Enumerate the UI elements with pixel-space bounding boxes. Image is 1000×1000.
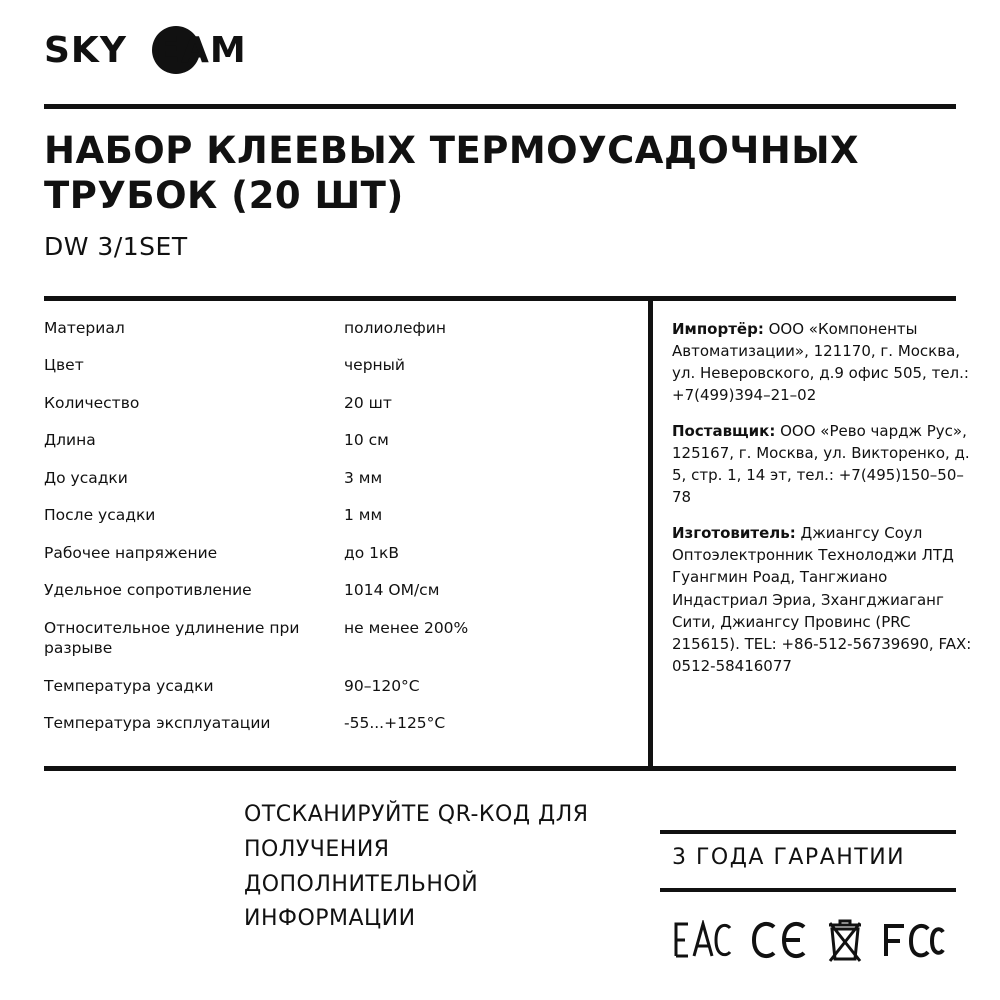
table-row — [44, 393, 624, 413]
ce-mark-icon — [748, 920, 810, 964]
spec-value: 1 мм — [344, 506, 383, 525]
spec-value: полиолефин — [344, 319, 446, 337]
spec-value: -55...+125°С — [344, 713, 446, 732]
spec-table — [44, 318, 624, 750]
table-row — [44, 676, 624, 696]
brand-wordmark — [44, 30, 247, 71]
spec-name: Длина — [44, 431, 96, 450]
table-row — [44, 713, 624, 733]
spec-name: Количество — [44, 393, 140, 412]
spec-name: Температура эксплуатации — [44, 713, 271, 732]
page-title: НАБОР КЛЕЕВЫХ ТЕРМОУСАДОЧНЫХ ТРУБОК (20 ШТ) — [44, 129, 860, 218]
spec-value: 3 мм — [344, 468, 383, 487]
spec-value: 10 см — [344, 431, 389, 450]
weee-crossed-bin-icon — [824, 917, 866, 967]
eac-mark-icon — [672, 920, 734, 964]
spec-value: 20 шт — [344, 393, 392, 412]
product-code: DW 3/1SET — [44, 232, 188, 262]
supplier-block — [672, 420, 972, 508]
table-row — [44, 543, 624, 563]
fcc-mark-icon — [880, 920, 946, 964]
table-row — [44, 618, 624, 659]
qr-instruction-text: ОТСКАНИРУЙТЕ QR-КОД ДЛЯ ПОЛУЧЕНИЯ ДОПОЛНИТЕЛЬНОЙ ИНФОРМАЦИИ — [244, 802, 589, 932]
table-row — [44, 318, 624, 338]
supplier-label: Поставщик: — [672, 422, 776, 441]
table-row — [44, 580, 624, 600]
spec-value: 90–120°С — [344, 676, 420, 695]
spec-name: До усадки — [44, 468, 128, 487]
company-info — [672, 318, 972, 691]
manufacturer-text: Джиангсу Соул Оптоэлектронник Технолоджи ЛТД Гуангмин Роад, Тангжиано Индастриал Эриа, Зхангджиаганг Сити, Джиангсу Провинс (PRC 215615). TEL: +86-512-56739690, FAX: 0512-58416077 — [672, 524, 972, 675]
spec-value: не менее 200% — [344, 618, 469, 637]
spec-value: черный — [344, 356, 405, 375]
table-row — [44, 355, 624, 375]
brand-name-highlight: B — [126, 29, 156, 71]
divider-bottom — [44, 766, 956, 771]
divider-vertical — [648, 301, 653, 766]
table-row — [44, 505, 624, 525]
spec-name: Относительное удлинение при разрыве — [44, 618, 300, 658]
brand-name-part1: SKY — [44, 29, 127, 71]
manufacturer-label: Изготовитель: — [672, 524, 796, 543]
title-block — [44, 128, 924, 261]
brand-name-part2: EAM — [155, 29, 247, 71]
divider-warranty-top — [660, 830, 956, 834]
spec-name: После усадки — [44, 506, 156, 525]
spec-name: Удельное сопротивление — [44, 581, 252, 600]
spec-value: 1014 ОМ/см — [344, 581, 440, 600]
importer-text: ООО «Компоненты Автоматизации», 121170, г. Москва, ул. Неверовского, д.9 офис 505, тел.: +7(499)394–21–02 — [672, 320, 969, 405]
spec-name: Рабочее напряжение — [44, 543, 218, 562]
warranty-text: 3 ГОДА ГАРАНТИИ — [672, 845, 906, 870]
spec-name: Цвет — [44, 356, 84, 375]
importer-label: Импортёр: — [672, 320, 764, 338]
importer-block — [672, 318, 972, 406]
spec-name: Материал — [44, 319, 125, 337]
spec-name: Температура усадки — [44, 676, 214, 695]
certification-marks — [672, 912, 962, 972]
brand-logo — [44, 22, 247, 78]
divider-top — [44, 104, 956, 109]
table-row — [44, 430, 624, 450]
divider-warranty-bottom — [660, 888, 956, 892]
table-row — [44, 468, 624, 488]
divider-middle — [44, 296, 956, 301]
supplier-text: ООО «Рево чардж Рус», 125167, г. Москва, ул. Викторенко, д. 5, стр. 1, 14 эт, тел.: +7(495)150–50–78 — [672, 422, 970, 507]
manufacturer-block — [672, 522, 972, 676]
spec-value: до 1кВ — [344, 543, 399, 562]
